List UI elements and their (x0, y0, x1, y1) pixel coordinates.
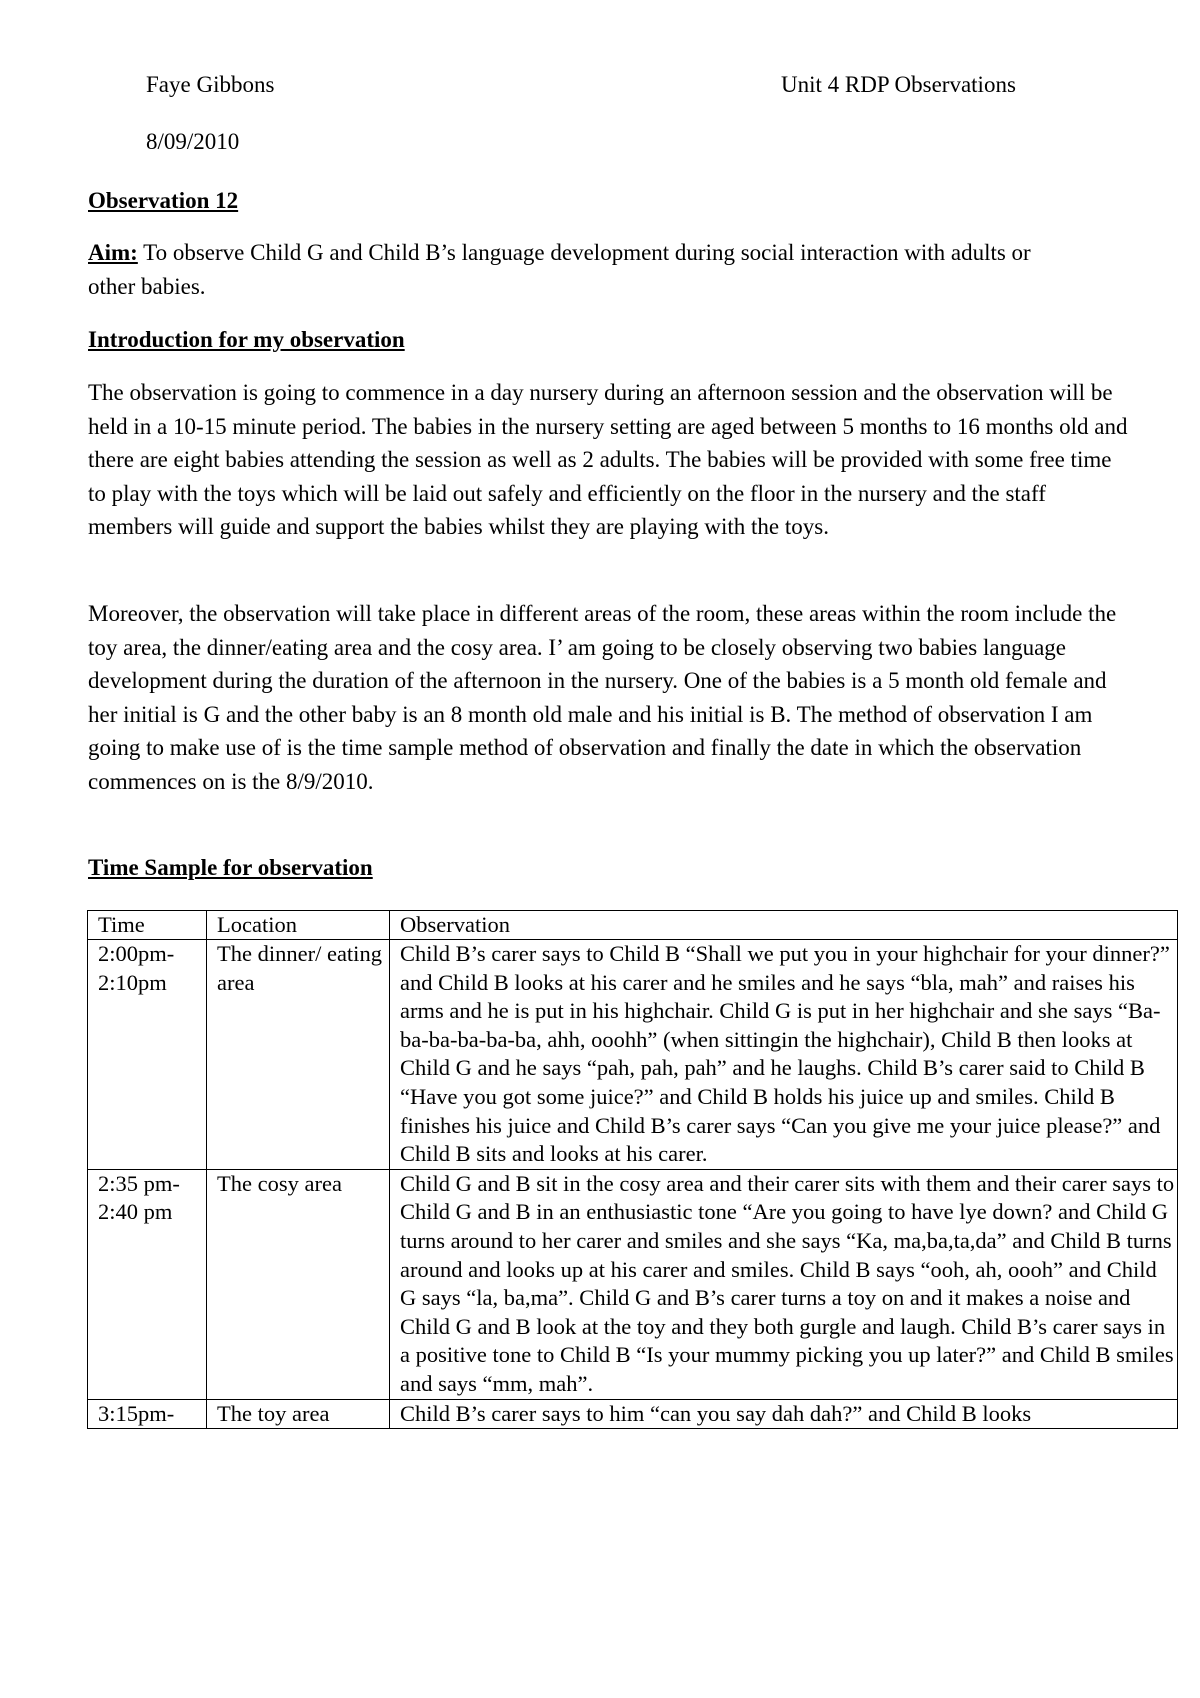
location-cell: The toy area (207, 1399, 390, 1429)
unit-title: Unit 4 RDP Observations (781, 72, 1016, 97)
table-row (88, 1399, 1178, 1429)
observation-cell: Child G and B sit in the cosy area and their carer sits with them and their carer says to Child G and B in an enthusiastic tone “Are you going to have lye down? and Child G turns around to her carer and smiles and she says “Ka, ma,ba,ta,da” and Child B turns around and looks up at his carer and smiles. Child B says “ooh, ah, oooh” and Child G says “la, ba,ma”. Child G and B’s carer turns a toy on and it makes a noise and Child G and B look at the toy and they both gurgle and laugh. Child B’s carer says in a positive tone to Child B “Is your mummy picking you up later?” and Child B smiles and says “mm, mah”. (390, 1169, 1178, 1399)
location-cell: The dinner/ eating area (207, 940, 390, 1170)
column-header-time: Time (88, 911, 207, 940)
observation-title: Observation 12 (88, 188, 239, 213)
observation-cell: Child B’s carer says to Child B “Shall we put you in your highchair for your dinner?” and Child B looks at his carer and he smiles and he says “bla, mah” and raises his arms and he is put in his highchair. Child G is put in her highchair and she says “Ba-ba-ba-ba-ba-ba, ahh, ooohh” (when sittingin the highchair), Child B then looks at Child G and he says “pah, pah, pah” and he laughs. Child B’s carer said to Child B “Have you got some juice?” and Child B holds his juice up and smiles. Child B finishes his juice and Child B’s carer says “Can you give me your juice please?” and Child B sits and looks at his carer. (390, 940, 1178, 1170)
time-sample-table (87, 910, 1178, 1429)
column-header-location: Location (207, 911, 390, 940)
introduction-paragraph-2: Moreover, the observation will take place in different areas of the room, these areas within the room include the toy area, the dinner/eating area and the cosy area. I’ am going to be closely observing two babies language development during the duration of the afternoon in the nursery. One of the babies is a 5 month old female and her initial is G and the other baby is an 8 month old male and his initial is B. The method of observation I am going to make use of is the time sample method of observation and finally the date in which the observation commences on is the 8/9/2010. (88, 601, 1117, 794)
column-header-observation: Observation (390, 911, 1178, 940)
table-header-row (88, 911, 1178, 940)
aim-label: Aim: (88, 240, 138, 265)
table-row (88, 940, 1178, 1170)
aim-statement (88, 236, 1048, 304)
time-cell: 3:15pm- (88, 1399, 207, 1429)
document-date: 8/09/2010 (146, 129, 240, 154)
aim-text: To observe Child G and Child B’s language development during social interaction with adults or other babies. (88, 240, 1031, 299)
table-row (88, 1169, 1178, 1399)
author-name: Faye Gibbons (146, 72, 275, 97)
introduction-paragraph-1: The observation is going to commence in a day nursery during an afternoon session and the observation will be held in a 10-15 minute period. The babies in the nursery setting are aged between 5 months to 16 months old and there are eight babies attending the session as well as 2 adults. The babies will be provided with some free time to play with the toys which will be laid out safely and efficiently on the floor in the nursery and the staff members will guide and support the babies whilst they are playing with the toys. (88, 380, 1128, 539)
location-cell: The cosy area (207, 1169, 390, 1399)
observation-cell: Child B’s carer says to him “can you say dah dah?” and Child B looks (390, 1399, 1178, 1429)
time-sample-heading: Time Sample for observation (88, 855, 373, 880)
time-cell: 2:00pm-2:10pm (88, 940, 207, 1170)
introduction-heading: Introduction for my observation (88, 327, 405, 352)
time-cell: 2:35 pm- 2:40 pm (88, 1169, 207, 1399)
